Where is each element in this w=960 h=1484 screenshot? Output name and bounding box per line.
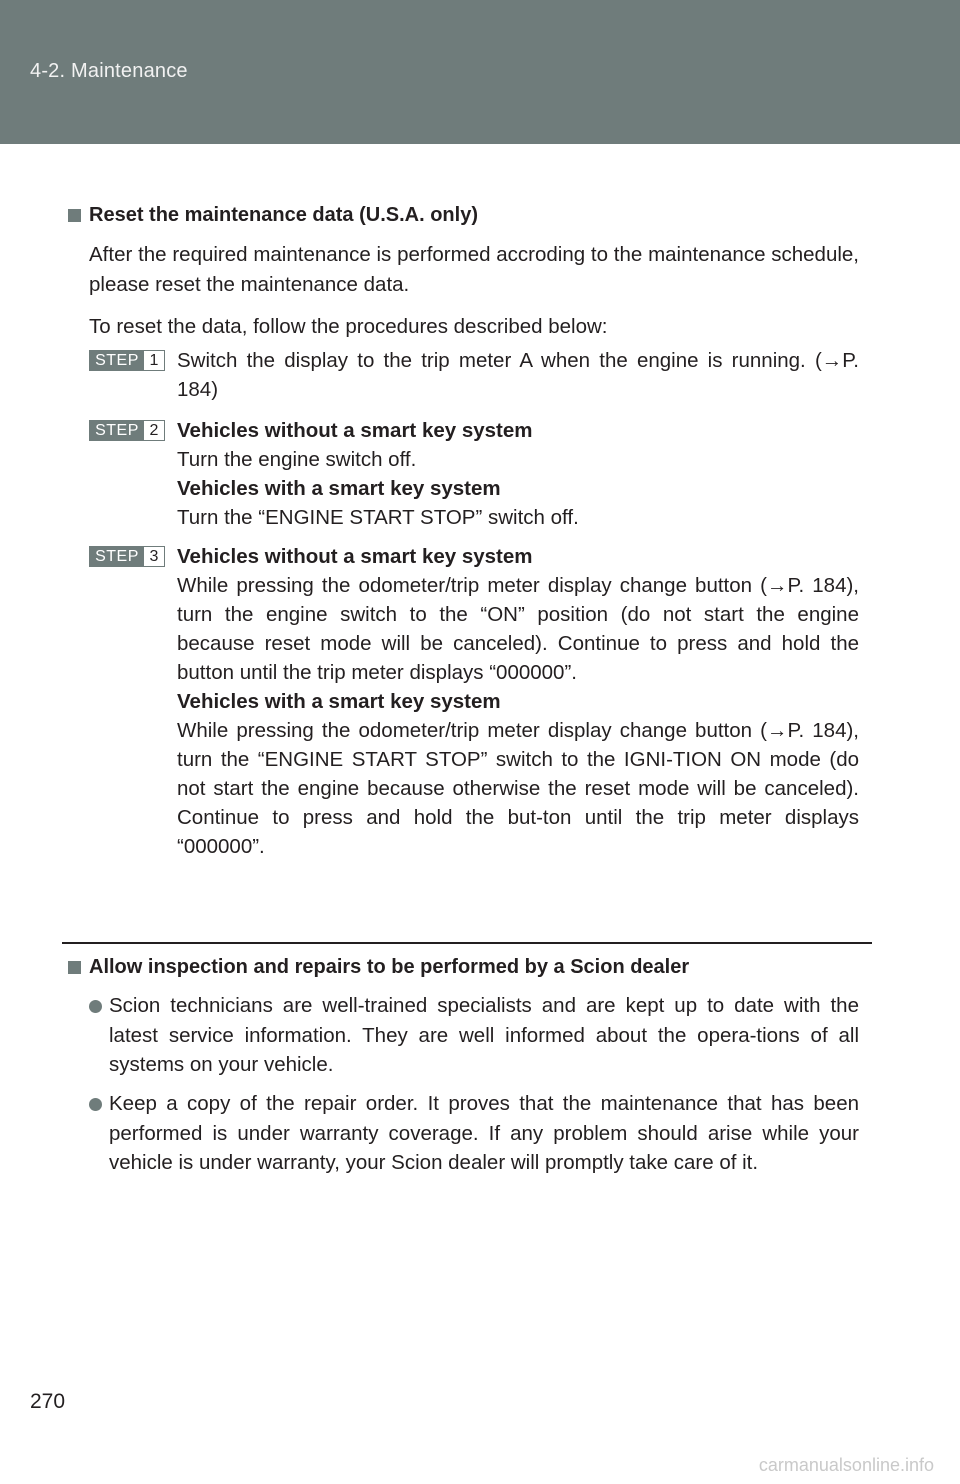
round-bullet-icon (89, 1098, 102, 1111)
step-2-text-without-smart-key: Turn the engine switch off. (177, 448, 417, 471)
square-bullet-icon (68, 961, 81, 974)
reset-intro: After the required maintenance is performed accroding to the maintenance schedule, please reset the maintenance data. (89, 243, 859, 296)
step-2-text-with-smart-key: Turn the “ENGINE START STOP” switch off. (177, 506, 579, 529)
inspection-section-title (68, 956, 689, 979)
section-divider (62, 942, 872, 944)
step-number: 2 (144, 421, 164, 440)
step-3-subhead-with-smart-key: Vehicles with a smart key system (177, 690, 501, 713)
step-3-text (177, 542, 859, 861)
step-2-subhead-with-smart-key: Vehicles with a smart key system (177, 477, 501, 500)
round-bullet-icon (89, 1000, 102, 1013)
step-3-text-with-smart-key: While pressing the odometer/trip meter display change button (→P. 184), turn the “ENGINE START STOP” switch to the IGNI-TION ON mode (do not start the engine because otherwise the reset mode will be canceled). Continue to press and hold the but-ton until the trip meter displays “000000”. (177, 719, 859, 858)
list-item (89, 1089, 859, 1178)
step-2-subhead-without-smart-key: Vehicles without a smart key system (177, 419, 533, 442)
step-label: STEP (90, 351, 144, 370)
square-bullet-icon (68, 209, 81, 222)
step-3-subhead-without-smart-key: Vehicles without a smart key system (177, 545, 533, 568)
step-label: STEP (90, 547, 144, 566)
reset-instruction: To reset the data, follow the procedures described below: (89, 315, 608, 338)
reset-section-title (68, 204, 478, 227)
step-1-badge (89, 350, 165, 371)
page-number: 270 (30, 1390, 66, 1413)
list-item-text: Scion technicians are well-trained specialists and are kept up to date with the latest service information. They are well informed about the opera-tions of all systems on your vehicle. (109, 994, 859, 1076)
step-1-instruction: Switch the display to the trip meter A when the engine is running. (→P. 184) (177, 349, 859, 401)
inspection-section-title-text: Allow inspection and repairs to be performed by a Scion dealer (89, 956, 690, 978)
step-3-badge (89, 546, 165, 567)
step-2-badge (89, 420, 165, 441)
step-1-text (177, 346, 859, 404)
step-number: 3 (144, 547, 164, 566)
step-3-text-without-smart-key: While pressing the odometer/trip meter display change button (→P. 184), turn the engine switch to the “ON” position (do not start the engine because reset mode will be canceled). Continue to press and hold the button until the trip meter displays “000000”. (177, 574, 859, 684)
step-label: STEP (90, 421, 144, 440)
step-2-text (177, 416, 859, 532)
watermark: carmanualsonline.info (758, 1455, 934, 1475)
step-number: 1 (144, 351, 164, 370)
page-header (0, 0, 960, 144)
header-section-label: 4-2. Maintenance (30, 60, 188, 82)
reset-section-title-text: Reset the maintenance data (U.S.A. only) (89, 204, 478, 226)
list-item-text: Keep a copy of the repair order. It proves that the maintenance that has been performed is under warranty coverage. If any problem should arise while your vehicle is under warranty, your Scion dealer will promptly take care of it. (109, 1092, 859, 1174)
list-item (89, 991, 859, 1080)
